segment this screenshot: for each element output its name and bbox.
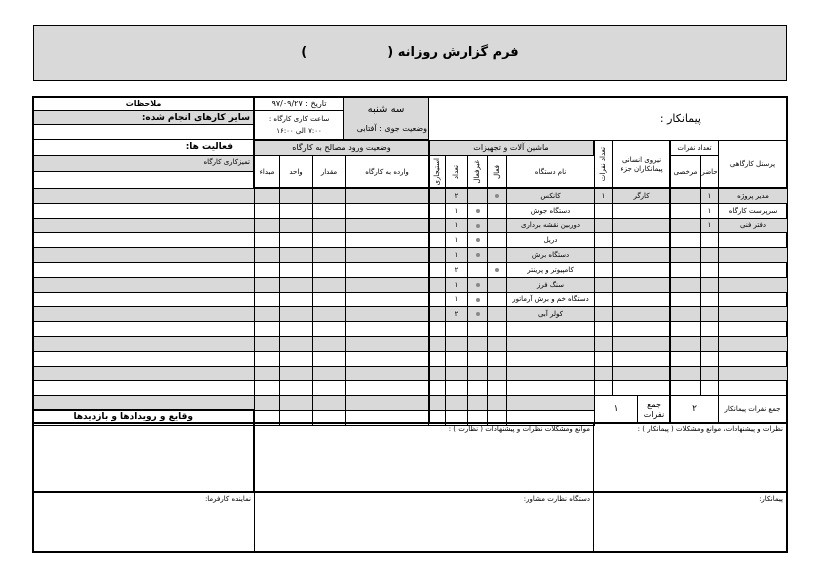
status-dot-icon bbox=[476, 238, 480, 242]
cell-item[interactable] bbox=[345, 306, 429, 322]
cell-active[interactable] bbox=[487, 351, 507, 367]
cell-active[interactable] bbox=[487, 380, 507, 396]
form-title: فرم گزارش روزانه ( ) bbox=[33, 25, 787, 81]
remarks-row[interactable] bbox=[33, 203, 255, 219]
col-present: حاضر bbox=[700, 155, 719, 189]
cell-present[interactable] bbox=[700, 366, 719, 381]
cell-count[interactable] bbox=[445, 321, 468, 337]
cell-item[interactable] bbox=[345, 336, 429, 352]
contractor-signature[interactable] bbox=[593, 491, 787, 552]
cell-subrole[interactable] bbox=[612, 247, 671, 263]
cell-count[interactable]: ۲ bbox=[445, 262, 468, 278]
personnel-count-header: تعداد نفرات bbox=[670, 140, 719, 156]
cell-present[interactable]: ۱ bbox=[700, 218, 719, 233]
cell-subcount[interactable] bbox=[594, 292, 613, 307]
cell-origin[interactable] bbox=[254, 262, 280, 278]
cell-present[interactable] bbox=[700, 306, 719, 322]
cell-inactive[interactable] bbox=[467, 336, 488, 352]
cell-inactive[interactable] bbox=[467, 292, 488, 307]
cell-item[interactable] bbox=[345, 188, 429, 204]
cell-leave[interactable] bbox=[670, 351, 701, 367]
cell-role[interactable] bbox=[718, 336, 788, 352]
col-item: وارده به کارگاه bbox=[345, 155, 429, 189]
cell-subcount[interactable] bbox=[594, 262, 613, 278]
cell-count[interactable]: ۲ bbox=[445, 306, 468, 322]
cell-present[interactable]: ۱ bbox=[700, 188, 719, 204]
cell-origin[interactable] bbox=[254, 366, 280, 381]
cell-item[interactable] bbox=[345, 277, 429, 293]
cell-subrole[interactable]: کارگر bbox=[612, 188, 671, 204]
cell-subrole[interactable] bbox=[612, 380, 671, 396]
cell-leave[interactable] bbox=[670, 366, 701, 381]
activity-item: تمیزکاری کارگاه bbox=[33, 155, 254, 172]
work-hours-value: ۷:۰۰ الی ۱۶:۰۰ bbox=[276, 126, 322, 135]
divider bbox=[33, 422, 787, 424]
cell-rented[interactable] bbox=[428, 321, 446, 337]
cell-amount[interactable] bbox=[312, 188, 346, 204]
cell-origin[interactable] bbox=[254, 395, 280, 411]
cell-present[interactable] bbox=[700, 380, 719, 396]
cell-unit[interactable] bbox=[279, 306, 313, 322]
cell-amount[interactable] bbox=[312, 380, 346, 396]
sub-workforce-header: نیروی انسانی پیمانکاران جزء bbox=[612, 140, 671, 189]
cell-rented[interactable] bbox=[428, 292, 446, 307]
cell-present[interactable] bbox=[700, 262, 719, 278]
cell-leave[interactable] bbox=[670, 380, 701, 396]
cell-subrole[interactable] bbox=[612, 336, 671, 352]
cell-name[interactable]: دوربین نقشه برداری bbox=[506, 218, 595, 233]
cell-subcount[interactable] bbox=[594, 336, 613, 352]
cell-item[interactable] bbox=[345, 262, 429, 278]
cell-active[interactable] bbox=[487, 218, 507, 233]
cell-rented[interactable] bbox=[428, 366, 446, 381]
cell-leave[interactable] bbox=[670, 277, 701, 293]
other-work-field[interactable] bbox=[33, 124, 254, 140]
cell-subcount[interactable] bbox=[594, 203, 613, 219]
cell-leave[interactable] bbox=[670, 321, 701, 337]
cell-subcount[interactable] bbox=[594, 218, 613, 233]
cell-unit[interactable] bbox=[279, 247, 313, 263]
cell-inactive[interactable] bbox=[467, 218, 488, 233]
remarks-row[interactable] bbox=[33, 306, 255, 322]
cell-subcount[interactable] bbox=[594, 232, 613, 248]
cell-unit[interactable] bbox=[279, 262, 313, 278]
cell-leave[interactable] bbox=[670, 336, 701, 352]
cell-subcount[interactable] bbox=[594, 380, 613, 396]
cell-name[interactable] bbox=[506, 321, 595, 337]
cell-inactive[interactable] bbox=[467, 262, 488, 278]
col-machine-name: نام دستگاه bbox=[506, 155, 595, 189]
cell-subrole[interactable] bbox=[612, 232, 671, 248]
cell-unit[interactable] bbox=[279, 188, 313, 204]
cell-subcount[interactable] bbox=[594, 247, 613, 263]
remarks-row[interactable] bbox=[33, 262, 255, 278]
cell-leave[interactable] bbox=[670, 306, 701, 322]
cell-name[interactable] bbox=[506, 336, 595, 352]
cell-leave[interactable] bbox=[670, 188, 701, 204]
cell-origin[interactable] bbox=[254, 218, 280, 233]
cell-active[interactable] bbox=[487, 321, 507, 337]
other-work-label: سایر کارهای انجام شده: bbox=[33, 110, 254, 125]
cell-rented[interactable] bbox=[428, 218, 446, 233]
cell-name[interactable]: دستگاه جوش bbox=[506, 203, 595, 219]
activity-field[interactable] bbox=[33, 171, 254, 189]
contractor-total-label: جمع نفرات پیمانکار bbox=[718, 395, 787, 424]
col-amount: مقدار bbox=[312, 155, 346, 189]
cell-role[interactable] bbox=[718, 292, 788, 307]
cell-origin[interactable] bbox=[254, 292, 280, 307]
cell-subcount[interactable] bbox=[594, 321, 613, 337]
cell-subrole[interactable] bbox=[612, 292, 671, 307]
cell-count[interactable] bbox=[445, 380, 468, 396]
status-dot-icon bbox=[495, 268, 499, 272]
cell-amount[interactable] bbox=[312, 306, 346, 322]
cell-unit[interactable] bbox=[279, 351, 313, 367]
cell-unit[interactable] bbox=[279, 395, 313, 411]
cell-role[interactable] bbox=[718, 262, 788, 278]
remarks-header: ملاحظات bbox=[33, 97, 254, 111]
cell-inactive[interactable] bbox=[467, 380, 488, 396]
cell-inactive[interactable] bbox=[467, 366, 488, 381]
cell-count[interactable]: ۱ bbox=[445, 247, 468, 263]
cell-rented[interactable] bbox=[428, 380, 446, 396]
sub-count-header: تعداد نفرات bbox=[594, 140, 613, 189]
cell-origin[interactable] bbox=[254, 277, 280, 293]
cell-subrole[interactable] bbox=[612, 277, 671, 293]
cell-count[interactable] bbox=[445, 366, 468, 381]
cell-inactive[interactable] bbox=[467, 321, 488, 337]
cell-subcount[interactable] bbox=[594, 366, 613, 381]
cell-unit[interactable] bbox=[279, 321, 313, 337]
col-rented: استیجاری bbox=[428, 155, 446, 189]
divider bbox=[428, 140, 430, 423]
cell-active[interactable] bbox=[487, 203, 507, 219]
cell-rented[interactable] bbox=[428, 232, 446, 248]
supervision-comments[interactable] bbox=[254, 422, 594, 492]
cell-count[interactable] bbox=[445, 351, 468, 367]
cell-name[interactable]: دریل bbox=[506, 232, 595, 248]
cell-count[interactable]: ۲ bbox=[445, 188, 468, 204]
cell-item[interactable] bbox=[345, 247, 429, 263]
cell-leave[interactable] bbox=[670, 232, 701, 248]
consultant-signature[interactable] bbox=[254, 491, 594, 552]
cell-item[interactable] bbox=[345, 395, 429, 411]
col-active: فعال bbox=[487, 155, 507, 189]
cell-active[interactable] bbox=[487, 395, 507, 411]
cell-origin[interactable] bbox=[254, 336, 280, 352]
divider bbox=[254, 187, 787, 189]
cell-inactive[interactable] bbox=[467, 351, 488, 367]
cell-count[interactable] bbox=[445, 395, 468, 411]
col-origin: مبداء bbox=[254, 155, 280, 189]
cell-subcount[interactable] bbox=[594, 277, 613, 293]
cell-subrole[interactable] bbox=[612, 218, 671, 233]
cell-inactive[interactable] bbox=[467, 306, 488, 322]
cell-subrole[interactable] bbox=[612, 203, 671, 219]
cell-unit[interactable] bbox=[279, 292, 313, 307]
status-dot-icon bbox=[476, 224, 480, 228]
remarks-row[interactable] bbox=[33, 366, 255, 381]
weekday-weather bbox=[343, 97, 429, 140]
cell-role[interactable]: سرپرست کارگاه bbox=[718, 203, 788, 219]
cell-name[interactable] bbox=[506, 351, 595, 367]
cell-subcount[interactable] bbox=[594, 306, 613, 322]
status-dot-icon bbox=[495, 194, 499, 198]
cell-unit[interactable] bbox=[279, 203, 313, 219]
col-count: تعداد bbox=[445, 155, 468, 189]
cell-origin[interactable] bbox=[254, 203, 280, 219]
cell-item[interactable] bbox=[345, 380, 429, 396]
cell-amount[interactable] bbox=[312, 336, 346, 352]
status-dot-icon bbox=[476, 312, 480, 316]
cell-item[interactable] bbox=[345, 203, 429, 219]
cell-present[interactable]: ۱ bbox=[700, 203, 719, 219]
remarks-row[interactable] bbox=[33, 232, 255, 248]
cell-subrole[interactable] bbox=[612, 366, 671, 381]
cell-subrole[interactable] bbox=[612, 306, 671, 322]
cell-amount[interactable] bbox=[312, 292, 346, 307]
contractor-label: پیمانکار : bbox=[659, 112, 701, 125]
remarks-row[interactable] bbox=[33, 292, 255, 307]
cell-rented[interactable] bbox=[428, 336, 446, 352]
remarks-row[interactable] bbox=[33, 380, 255, 396]
cell-amount[interactable] bbox=[312, 218, 346, 233]
cell-leave[interactable] bbox=[670, 218, 701, 233]
cell-active[interactable] bbox=[487, 188, 507, 204]
cell-present[interactable] bbox=[700, 321, 719, 337]
consultant-signature-label: دستگاه نظارت مشاور: bbox=[523, 495, 590, 503]
remarks-row[interactable] bbox=[33, 336, 255, 352]
work-hours-label: ساعت کاری کارگاه : bbox=[268, 115, 330, 124]
cell-present[interactable] bbox=[700, 277, 719, 293]
cell-role[interactable] bbox=[718, 366, 788, 381]
weekday: سه شنبه bbox=[367, 104, 405, 115]
cell-role[interactable] bbox=[718, 277, 788, 293]
supervision-comments-label: موانع ومشکلات نظرات و پیشنهادات ( نظارت ) : bbox=[448, 425, 590, 433]
cell-active[interactable] bbox=[487, 366, 507, 381]
cell-active[interactable] bbox=[487, 336, 507, 352]
cell-name[interactable] bbox=[506, 366, 595, 381]
cell-leave[interactable] bbox=[670, 292, 701, 307]
cell-amount[interactable] bbox=[312, 277, 346, 293]
cell-leave[interactable] bbox=[670, 247, 701, 263]
cell-origin[interactable] bbox=[254, 380, 280, 396]
cell-role[interactable] bbox=[718, 321, 788, 337]
cell-inactive[interactable] bbox=[467, 232, 488, 248]
cell-item[interactable] bbox=[345, 351, 429, 367]
cell-role[interactable] bbox=[718, 380, 788, 396]
cell-amount[interactable] bbox=[312, 321, 346, 337]
cell-inactive[interactable] bbox=[467, 277, 488, 293]
divider bbox=[669, 140, 671, 423]
cell-role[interactable] bbox=[718, 232, 788, 248]
cell-present[interactable] bbox=[700, 336, 719, 352]
cell-amount[interactable] bbox=[312, 366, 346, 381]
events-label: وقایع و رویدادها و بازدیدها bbox=[73, 412, 193, 422]
sub-total-label: جمع نفرات bbox=[637, 395, 671, 424]
cell-origin[interactable] bbox=[254, 351, 280, 367]
status-dot-icon bbox=[476, 283, 480, 287]
cell-amount[interactable] bbox=[312, 247, 346, 263]
machinery-header: ماشین آلات و تجهیزات bbox=[428, 140, 594, 156]
cell-item[interactable] bbox=[345, 232, 429, 248]
cell-origin[interactable] bbox=[254, 306, 280, 322]
cell-unit[interactable] bbox=[279, 380, 313, 396]
cell-active[interactable] bbox=[487, 262, 507, 278]
cell-role[interactable] bbox=[718, 247, 788, 263]
cell-name[interactable]: دستگاه خم و برش آرماتور bbox=[506, 292, 595, 307]
personnel-header: پرسنل کارگاهی bbox=[718, 140, 787, 189]
cell-name[interactable]: کانکس bbox=[506, 188, 595, 204]
cell-inactive[interactable] bbox=[467, 395, 488, 411]
cell-origin[interactable] bbox=[254, 247, 280, 263]
cell-rented[interactable] bbox=[428, 247, 446, 263]
cell-rented[interactable] bbox=[428, 203, 446, 219]
cell-rented[interactable] bbox=[428, 262, 446, 278]
cell-amount[interactable] bbox=[312, 351, 346, 367]
cell-unit[interactable] bbox=[279, 277, 313, 293]
cell-role[interactable] bbox=[718, 351, 788, 367]
cell-count[interactable]: ۱ bbox=[445, 203, 468, 219]
cell-name[interactable] bbox=[506, 395, 595, 411]
cell-item[interactable] bbox=[345, 321, 429, 337]
cell-present[interactable] bbox=[700, 232, 719, 248]
remarks-row[interactable] bbox=[33, 247, 255, 263]
cell-inactive[interactable] bbox=[467, 247, 488, 263]
cell-count[interactable]: ۱ bbox=[445, 218, 468, 233]
cell-origin[interactable] bbox=[254, 321, 280, 337]
cell-role[interactable]: مدیر پروژه bbox=[718, 188, 788, 204]
cell-name[interactable]: کامپیوتر و پرینتر bbox=[506, 262, 595, 278]
remarks-row[interactable] bbox=[33, 277, 255, 293]
cell-present[interactable] bbox=[700, 292, 719, 307]
cell-subrole[interactable] bbox=[612, 262, 671, 278]
cell-name[interactable]: کولر آبی bbox=[506, 306, 595, 322]
employer-signature-label: نماینده کارفرما: bbox=[204, 495, 251, 503]
cell-amount[interactable] bbox=[312, 262, 346, 278]
cell-rented[interactable] bbox=[428, 306, 446, 322]
cell-unit[interactable] bbox=[279, 336, 313, 352]
cell-unit[interactable] bbox=[279, 366, 313, 381]
cell-rented[interactable] bbox=[428, 188, 446, 204]
cell-unit[interactable] bbox=[279, 218, 313, 233]
cell-role[interactable] bbox=[718, 306, 788, 322]
cell-subcount[interactable]: ۱ bbox=[594, 188, 613, 204]
cell-rented[interactable] bbox=[428, 395, 446, 411]
sub-total-value: ۱ bbox=[594, 395, 638, 424]
cell-role[interactable]: دفتر فنی bbox=[718, 218, 788, 233]
col-inactive: غیرفعال bbox=[467, 155, 488, 189]
cell-count[interactable]: ۱ bbox=[445, 232, 468, 248]
cell-unit[interactable] bbox=[279, 232, 313, 248]
cell-subcount[interactable] bbox=[594, 351, 613, 367]
cell-active[interactable] bbox=[487, 277, 507, 293]
cell-rented[interactable] bbox=[428, 277, 446, 293]
cell-count[interactable]: ۱ bbox=[445, 292, 468, 307]
cell-name[interactable]: سنگ فرز bbox=[506, 277, 595, 293]
contractor-comments-label: نظرات و پیشنهادات، موانع ومشکلات ( پیمانکار ) : bbox=[637, 425, 783, 433]
cell-name[interactable] bbox=[506, 380, 595, 396]
cell-name[interactable]: دستگاه برش bbox=[506, 247, 595, 263]
cell-count[interactable] bbox=[445, 336, 468, 352]
cell-active[interactable] bbox=[487, 292, 507, 307]
cell-inactive[interactable] bbox=[467, 188, 488, 204]
remarks-row[interactable] bbox=[33, 218, 255, 233]
contractor-total-value: ۲ bbox=[670, 395, 719, 424]
status-dot-icon bbox=[476, 298, 480, 302]
cell-present[interactable] bbox=[700, 247, 719, 263]
remarks-row[interactable] bbox=[33, 188, 255, 204]
cell-subrole[interactable] bbox=[612, 351, 671, 367]
cell-origin[interactable] bbox=[254, 188, 280, 204]
col-leave: مرخصی bbox=[670, 155, 701, 189]
cell-item[interactable] bbox=[345, 366, 429, 381]
cell-origin[interactable] bbox=[254, 232, 280, 248]
cell-rented[interactable] bbox=[428, 351, 446, 367]
contractor-comments[interactable] bbox=[593, 422, 787, 492]
remarks-row[interactable] bbox=[33, 321, 255, 337]
cell-item[interactable] bbox=[345, 292, 429, 307]
cell-item[interactable] bbox=[345, 218, 429, 233]
weather: وضعیت جوی : آفتابی bbox=[356, 124, 427, 133]
cell-active[interactable] bbox=[487, 247, 507, 263]
date-field: تاریخ : ۹۷/۰۹/۲۷ bbox=[254, 97, 344, 111]
cell-amount[interactable] bbox=[312, 203, 346, 219]
cell-active[interactable] bbox=[487, 232, 507, 248]
cell-inactive[interactable] bbox=[467, 203, 488, 219]
remarks-row[interactable] bbox=[33, 351, 255, 367]
contractor-signature-label: پیمانکار: bbox=[759, 495, 783, 503]
status-dot-icon bbox=[476, 253, 480, 257]
cell-active[interactable] bbox=[487, 306, 507, 322]
cell-count[interactable]: ۱ bbox=[445, 277, 468, 293]
cell-amount[interactable] bbox=[312, 232, 346, 248]
work-hours bbox=[254, 110, 344, 140]
col-unit: واحد bbox=[279, 155, 313, 189]
cell-present[interactable] bbox=[700, 351, 719, 367]
cell-leave[interactable] bbox=[670, 203, 701, 219]
materials-header: وضعیت ورود مصالح به کارگاه bbox=[254, 140, 429, 156]
cell-amount[interactable] bbox=[312, 395, 346, 411]
cell-leave[interactable] bbox=[670, 262, 701, 278]
activities-label: فعالیت ها: bbox=[33, 139, 254, 156]
employer-signature[interactable] bbox=[33, 491, 255, 552]
status-dot-icon bbox=[476, 209, 480, 213]
contractor-header bbox=[428, 97, 787, 141]
cell-subrole[interactable] bbox=[612, 321, 671, 337]
